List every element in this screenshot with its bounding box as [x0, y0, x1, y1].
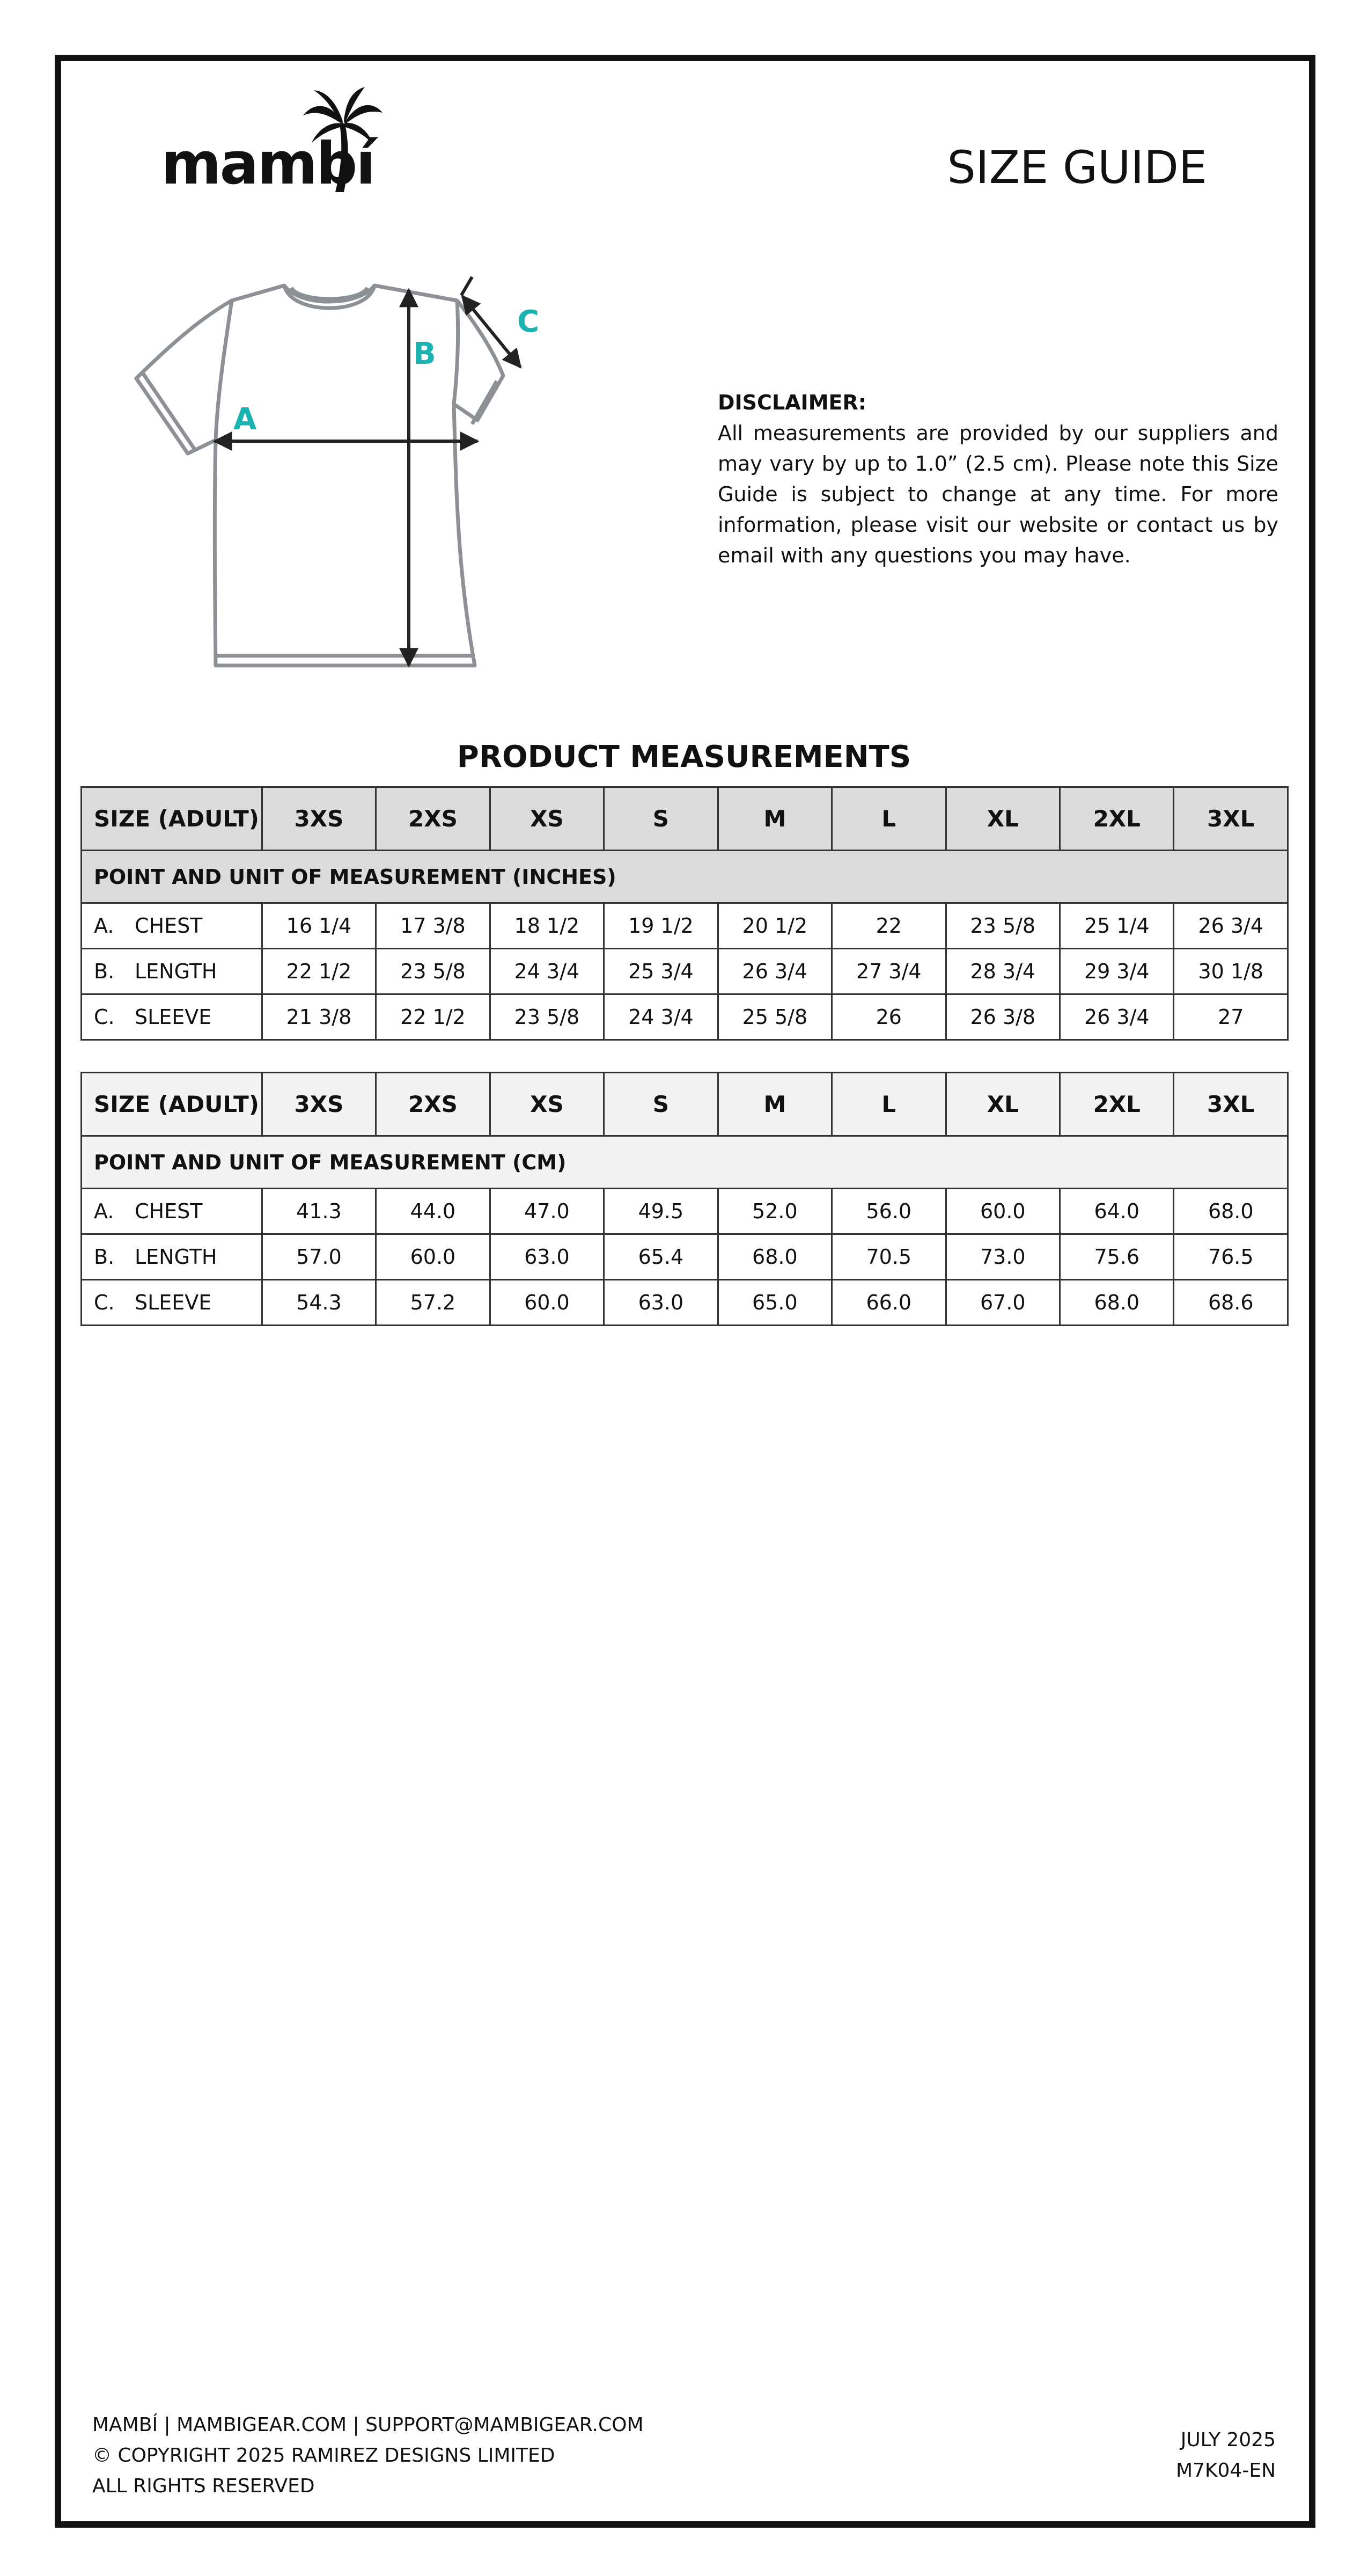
measurement-value: 60.0 [490, 1280, 604, 1326]
measurement-point: C. [94, 1291, 115, 1314]
table-row [82, 1280, 1288, 1326]
table-row [82, 903, 1288, 949]
size-header-cell: 2XL [1060, 1073, 1174, 1136]
measurement-value: 26 3/4 [718, 949, 832, 994]
measurement-label [82, 1189, 262, 1234]
size-header-label: SIZE (ADULT) [82, 1073, 262, 1136]
measurement-value: 22 [832, 903, 946, 949]
size-header-cell: M [718, 1073, 832, 1136]
measurement-value: 26 3/4 [1060, 994, 1174, 1040]
measurements-table-inches [80, 786, 1289, 1041]
measurement-value: 17 3/8 [376, 903, 490, 949]
measurement-value: 22 1/2 [376, 994, 490, 1040]
measurement-name: LENGTH [135, 960, 217, 983]
measurement-value: 68.0 [718, 1234, 832, 1280]
size-header-cell: L [832, 787, 946, 851]
size-header-cell: XS [490, 787, 604, 851]
size-header-cell: S [604, 1073, 718, 1136]
footer-date: JULY 2025 [1180, 2429, 1276, 2451]
size-header-cell: XL [946, 787, 1060, 851]
measurement-value: 25 5/8 [718, 994, 832, 1040]
measurement-value: 75.6 [1060, 1234, 1174, 1280]
measurement-value: 66.0 [832, 1280, 946, 1326]
measurement-value: 54.3 [262, 1280, 376, 1326]
measurement-value: 64.0 [1060, 1189, 1174, 1234]
measurement-value: 23 5/8 [946, 903, 1060, 949]
measurement-value: 41.3 [262, 1189, 376, 1234]
size-header-cell: 3XS [262, 787, 376, 851]
size-header-cell: L [832, 1073, 946, 1136]
measurement-arrows [215, 277, 520, 665]
table-row [82, 994, 1288, 1040]
label-a: A [233, 402, 257, 437]
label-c: C [517, 304, 540, 339]
size-header-row [82, 1073, 1288, 1136]
table-row [82, 1189, 1288, 1234]
measurement-value: 76.5 [1174, 1234, 1288, 1280]
disclaimer-title: DISCLAIMER: [718, 391, 866, 414]
size-header-cell: 2XS [376, 787, 490, 851]
measurement-value: 26 3/4 [1174, 903, 1288, 949]
measurement-value: 65.4 [604, 1234, 718, 1280]
measurement-label [82, 903, 262, 949]
footer-rights: ALL RIGHTS RESERVED [92, 2475, 315, 2497]
measurement-label [82, 994, 262, 1040]
measurement-value: 63.0 [604, 1280, 718, 1326]
size-header-label: SIZE (ADULT) [82, 787, 262, 851]
measurement-value: 29 3/4 [1060, 949, 1174, 994]
measurement-value: 25 3/4 [604, 949, 718, 994]
measurement-value: 28 3/4 [946, 949, 1060, 994]
measurement-value: 68.0 [1174, 1189, 1288, 1234]
measurement-name: CHEST [135, 914, 203, 938]
measurement-name: LENGTH [135, 1245, 217, 1269]
label-b: B [413, 336, 436, 371]
measurements-table-cm [80, 1072, 1289, 1326]
disclaimer-body: All measurements are provided by our suppliers and may vary by up to 1.0” (2.5 cm). Please note this Size Guide is subject to change at any time. For more information, please visit our website or contact us by email with any questions you may have. [718, 421, 1278, 567]
table-row [82, 949, 1288, 994]
measurement-value: 27 [1174, 994, 1288, 1040]
measurement-value: 18 1/2 [490, 903, 604, 949]
measurement-value: 70.5 [832, 1234, 946, 1280]
size-header-cell: XS [490, 1073, 604, 1136]
footer-brand-line: MAMBÍ | MAMBIGEAR.COM | SUPPORT@MAMBIGEAR.COM [92, 2414, 644, 2436]
measurement-value: 49.5 [604, 1189, 718, 1234]
measurement-value: 25 1/4 [1060, 903, 1174, 949]
measurement-point: B. [94, 1245, 115, 1269]
size-header-cell: 3XL [1174, 1073, 1288, 1136]
page-title: SIZE GUIDE [947, 141, 1207, 194]
measurement-value: 26 3/8 [946, 994, 1060, 1040]
unit-label: POINT AND UNIT OF MEASUREMENT (INCHES) [82, 851, 1288, 903]
measurement-point: B. [94, 960, 115, 983]
size-header-cell: 2XL [1060, 787, 1174, 851]
measurement-value: 60.0 [946, 1189, 1060, 1234]
measurement-value: 20 1/2 [718, 903, 832, 949]
measurement-value: 63.0 [490, 1234, 604, 1280]
measurement-name: CHEST [135, 1199, 203, 1223]
brand-logo [161, 86, 386, 197]
footer-copyright: © COPYRIGHT 2025 RAMIREZ DESIGNS LIMITED [92, 2445, 555, 2467]
measurement-value: 44.0 [376, 1189, 490, 1234]
tshirt-diagram [129, 268, 569, 682]
sleeve-arrow [462, 296, 520, 367]
disclaimer [718, 387, 1278, 571]
measurement-value: 26 [832, 994, 946, 1040]
size-header-cell: 3XL [1174, 787, 1288, 851]
size-header-cell: XL [946, 1073, 1060, 1136]
logo-wordmark: mambí [161, 130, 374, 197]
measurement-value: 22 1/2 [262, 949, 376, 994]
size-header-cell: 2XS [376, 1073, 490, 1136]
measurement-value: 21 3/8 [262, 994, 376, 1040]
measurement-point: A. [94, 914, 114, 938]
footer-contact [92, 2410, 644, 2501]
size-header-cell: 3XS [262, 1073, 376, 1136]
measurement-point: A. [94, 1199, 114, 1223]
measurement-value: 24 3/4 [490, 949, 604, 994]
unit-row [82, 851, 1288, 903]
measurement-value: 57.2 [376, 1280, 490, 1326]
measurement-name: SLEEVE [135, 1005, 212, 1029]
measurement-value: 23 5/8 [490, 994, 604, 1040]
measurement-value: 73.0 [946, 1234, 1060, 1280]
measurement-label [82, 1280, 262, 1326]
measurement-value: 65.0 [718, 1280, 832, 1326]
measurement-value: 30 1/8 [1174, 949, 1288, 994]
section-title: PRODUCT MEASUREMENTS [457, 740, 911, 774]
measurement-label [82, 949, 262, 994]
measurement-value: 67.0 [946, 1280, 1060, 1326]
measurement-value: 68.6 [1174, 1280, 1288, 1326]
measurement-value: 52.0 [718, 1189, 832, 1234]
footer-meta [1176, 2425, 1276, 2486]
measurement-value: 19 1/2 [604, 903, 718, 949]
measurement-value: 24 3/4 [604, 994, 718, 1040]
measurement-value: 68.0 [1060, 1280, 1174, 1326]
measurement-value: 27 3/4 [832, 949, 946, 994]
measurement-value: 60.0 [376, 1234, 490, 1280]
measurement-value: 57.0 [262, 1234, 376, 1280]
measurement-value: 23 5/8 [376, 949, 490, 994]
tshirt-outline [136, 286, 503, 665]
measurement-point: C. [94, 1005, 115, 1029]
measurement-label [82, 1234, 262, 1280]
size-header-cell: S [604, 787, 718, 851]
size-header-row [82, 787, 1288, 851]
unit-row [82, 1136, 1288, 1189]
measurement-value: 56.0 [832, 1189, 946, 1234]
measurement-value: 47.0 [490, 1189, 604, 1234]
footer-doc-code: M7K04-EN [1175, 2460, 1276, 2482]
size-header-cell: M [718, 787, 832, 851]
table-row [82, 1234, 1288, 1280]
measurement-name: SLEEVE [135, 1291, 212, 1314]
unit-label: POINT AND UNIT OF MEASUREMENT (CM) [82, 1136, 1288, 1189]
measurement-value: 16 1/4 [262, 903, 376, 949]
